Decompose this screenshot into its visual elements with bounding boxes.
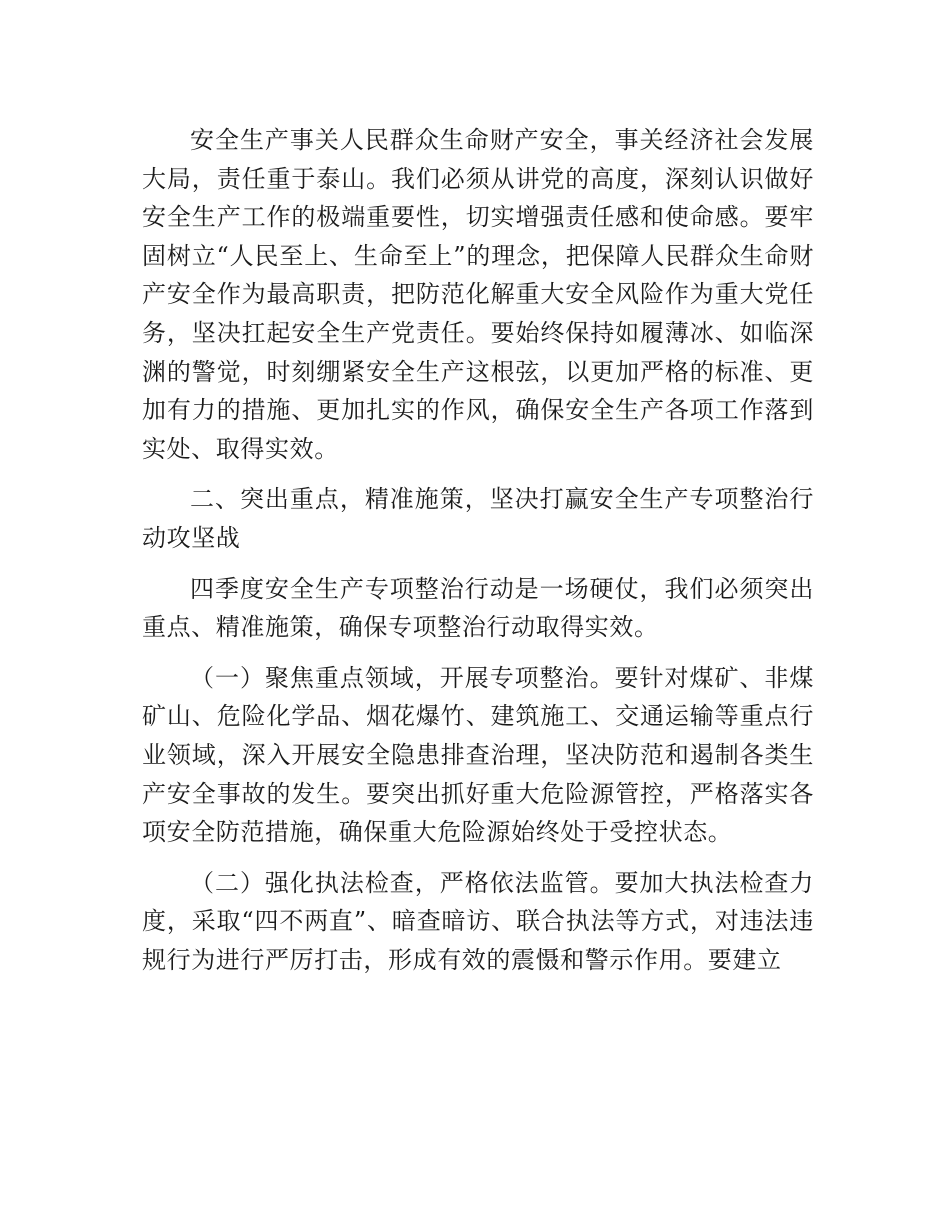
paragraph-section-two-intro: 四季度安全生产专项整治行动是一场硬仗，我们必须突出重点、精准施策，确保专项整治行动取得实效。 <box>142 574 814 642</box>
paragraph-item-two: （二）强化执法检查，严格依法监管。要加大执法检查力度，采取“四不两直”、暗查暗访、联合执法等方式，对违法违规行为进行严厉打击，形成有效的震慑和警示作用。要建立 <box>142 868 814 974</box>
section-heading-two: 二、突出重点，精准施策，坚决打赢安全生产专项整治行动攻坚战 <box>142 485 814 552</box>
document-body <box>142 121 814 979</box>
paragraph-intro: 安全生产事关人民群众生命财产安全，事关经济社会发展大局，责任重于泰山。我们必须从讲党的高度，深刻认识做好安全生产工作的极端重要性，切实增强责任感和使命感。要牢固树立“人民至上、生命至上”的理念，把保障人民群众生命财产安全作为最高职责，把防范化解重大安全风险作为重大党任务，坚决扛起安全生产党责任。要始终保持如履薄冰、如临深渊的警觉，时刻绷紧安全生产这根弦，以更加严格的标准、更加有力的措施、更加扎实的作风，确保安全生产各项工作落到实处、取得实效。 <box>142 126 814 463</box>
paragraph-item-one: （一）聚焦重点领域，开展专项整治。要针对煤矿、非煤矿山、危险化学品、烟花爆竹、建筑施工、交通运输等重点行业领域，深入开展安全隐患排查治理，坚决防范和遏制各类生产安全事故的发生。要突出抓好重大危险源管控，严格落实各项安全防范措施，确保重大危险源始终处于受控状态。 <box>142 663 814 847</box>
